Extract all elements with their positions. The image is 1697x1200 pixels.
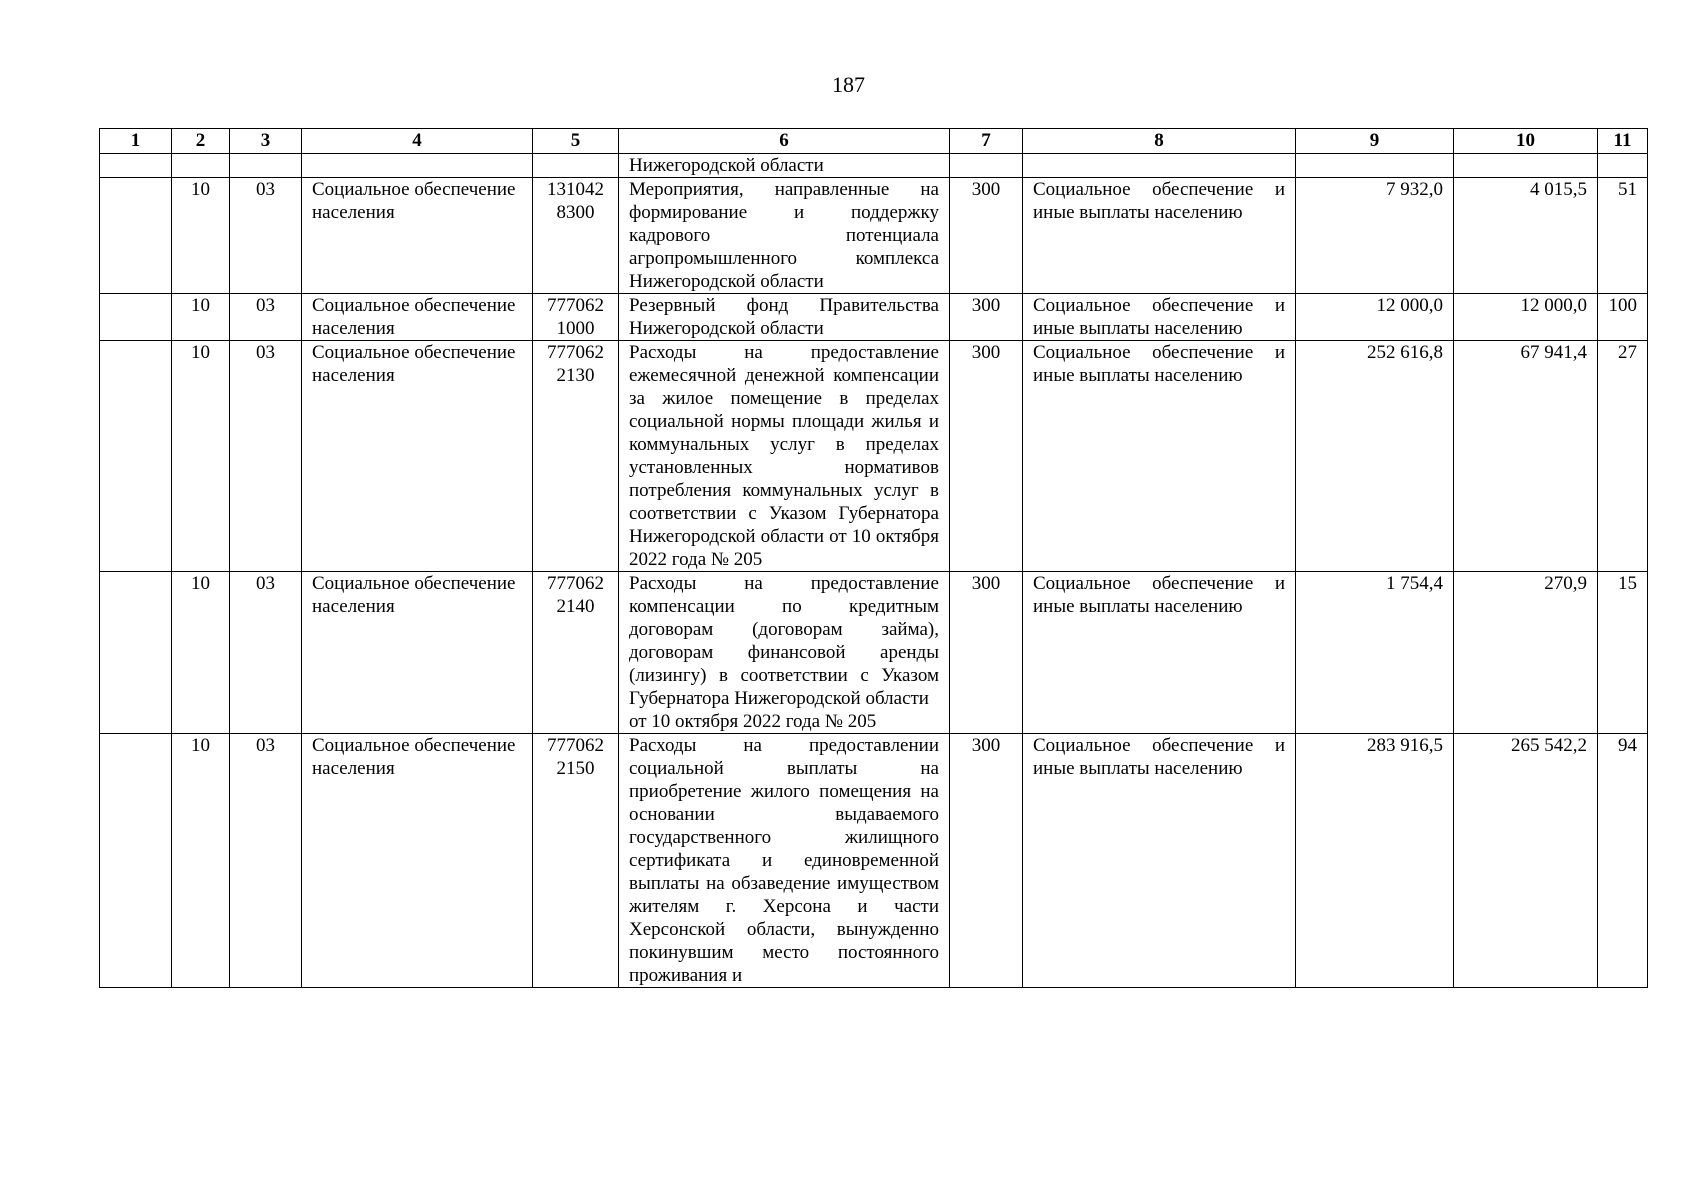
subsection-name: Социальное обеспечение населения [302, 294, 533, 341]
section-code: 10 [172, 294, 230, 341]
cell-col1 [100, 734, 172, 988]
cell-col1 [100, 341, 172, 572]
article-name: Расходы на предоставлении социальной выплаты на приобретение жилого помещения на основании выдаваемого государственного жилищного сертификата и единовременной выплаты на обзаведение имуществом жителям г. Херсона и части Херсонской области, вынужденно покинувшим место постоянного проживания и [619, 734, 950, 988]
expense-type-name: Социальное обеспечение и иные выплаты населению [1023, 178, 1296, 294]
table-cell [302, 154, 533, 178]
subsection-name: Социальное обеспечение населения [302, 341, 533, 572]
planned-amount: 283 916,5 [1296, 734, 1454, 988]
column-header: 9 [1296, 129, 1454, 154]
target-article-code-part1: 777062 [547, 573, 604, 594]
subsection-code: 03 [230, 734, 302, 988]
column-header: 6 [619, 129, 950, 154]
section-code: 10 [172, 572, 230, 734]
subsection-code: 03 [230, 178, 302, 294]
table-row [100, 178, 1648, 294]
target-article-code [533, 178, 619, 294]
table-cell [1454, 154, 1598, 178]
execution-percent: 51 [1598, 178, 1648, 294]
expense-type-code: 300 [950, 734, 1023, 988]
article-name [619, 572, 950, 734]
article-name-text-tail: от 10 октября 2022 года № 205 [629, 711, 877, 732]
target-article-code-part2: 2140 [556, 596, 595, 617]
executed-amount: 67 941,4 [1454, 341, 1598, 572]
continuation-row [100, 154, 1648, 178]
subsection-name: Социальное обеспечение населения [302, 734, 533, 988]
table-row [100, 734, 1648, 988]
table-cell [100, 154, 172, 178]
budget-table [99, 128, 1648, 988]
expense-type-code: 300 [950, 178, 1023, 294]
column-header: 11 [1598, 129, 1648, 154]
target-article-code-part1: 777062 [547, 295, 604, 316]
article-name: Расходы на предоставление ежемесячной денежной компенсации за жилое помещение в пределах социальной нормы площади жилья и коммунальных услуг в пределах установленных нормативов потребления коммунальных услуг в соответствии с Указом Губернатора Нижегородской области от 10 октября 2022 года № 205 [619, 341, 950, 572]
table-row [100, 572, 1648, 734]
executed-amount: 270,9 [1454, 572, 1598, 734]
executed-amount: 4 015,5 [1454, 178, 1598, 294]
execution-percent: 100 [1598, 294, 1648, 341]
cell-col1 [100, 294, 172, 341]
target-article-code-part1: 131042 [547, 179, 604, 200]
section-code: 10 [172, 734, 230, 988]
table-cell [533, 154, 619, 178]
article-name: Мероприятия, направленные на формирование и поддержку кадрового потенциала агропромышленного комплекса Нижегородской области [619, 178, 950, 294]
target-article-code [533, 572, 619, 734]
column-header: 2 [172, 129, 230, 154]
subsection-name: Социальное обеспечение населения [302, 572, 533, 734]
column-header: 8 [1023, 129, 1296, 154]
subsection-code: 03 [230, 294, 302, 341]
column-header: 5 [533, 129, 619, 154]
subsection-name: Социальное обеспечение населения [302, 178, 533, 294]
expense-type-code: 300 [950, 294, 1023, 341]
expense-type-code: 300 [950, 572, 1023, 734]
execution-percent: 15 [1598, 572, 1648, 734]
table-cell [950, 154, 1023, 178]
column-header: 10 [1454, 129, 1598, 154]
planned-amount: 1 754,4 [1296, 572, 1454, 734]
subsection-code: 03 [230, 341, 302, 572]
expense-type-code: 300 [950, 341, 1023, 572]
table-cell [230, 154, 302, 178]
target-article-code [533, 341, 619, 572]
page-number: 187 [832, 72, 865, 97]
planned-amount: 7 932,0 [1296, 178, 1454, 294]
cell-col1 [100, 178, 172, 294]
table-cell [1296, 154, 1454, 178]
target-article-code-part2: 1000 [556, 318, 595, 339]
execution-percent: 94 [1598, 734, 1648, 988]
column-header: 3 [230, 129, 302, 154]
executed-amount: 12 000,0 [1454, 294, 1598, 341]
expense-type-name: Социальное обеспечение и иные выплаты населению [1023, 341, 1296, 572]
section-code: 10 [172, 178, 230, 294]
planned-amount: 12 000,0 [1296, 294, 1454, 341]
table-row [100, 341, 1648, 572]
table-cell [172, 154, 230, 178]
table-header-row [100, 129, 1648, 154]
column-header: 7 [950, 129, 1023, 154]
target-article-code [533, 294, 619, 341]
target-article-code [533, 734, 619, 988]
executed-amount: 265 542,2 [1454, 734, 1598, 988]
column-header: 1 [100, 129, 172, 154]
table-cell [1023, 154, 1296, 178]
subsection-code: 03 [230, 572, 302, 734]
planned-amount: 252 616,8 [1296, 341, 1454, 572]
target-article-code-part2: 8300 [556, 202, 595, 223]
expense-type-name: Социальное обеспечение и иные выплаты населению [1023, 572, 1296, 734]
section-code: 10 [172, 341, 230, 572]
cell-col1 [100, 572, 172, 734]
article-name-text: Расходы на предоставление компенсации по кредитным договорам (договорам займа), договорам финансовой аренды (лизингу) в соответствии с Указом Губернатора Нижегородской области [629, 573, 939, 709]
article-name: Резервный фонд Правительства Нижегородской области [619, 294, 950, 341]
expense-type-name: Социальное обеспечение и иные выплаты населению [1023, 734, 1296, 988]
target-article-code-part2: 2150 [556, 758, 595, 779]
table-row [100, 294, 1648, 341]
column-header: 4 [302, 129, 533, 154]
execution-percent: 27 [1598, 341, 1648, 572]
expense-type-name: Социальное обеспечение и иные выплаты населению [1023, 294, 1296, 341]
table-cell [1598, 154, 1648, 178]
target-article-code-part2: 2130 [556, 365, 595, 386]
target-article-code-part1: 777062 [547, 342, 604, 363]
continuation-text: Нижегородской области [619, 154, 950, 178]
target-article-code-part1: 777062 [547, 735, 604, 756]
